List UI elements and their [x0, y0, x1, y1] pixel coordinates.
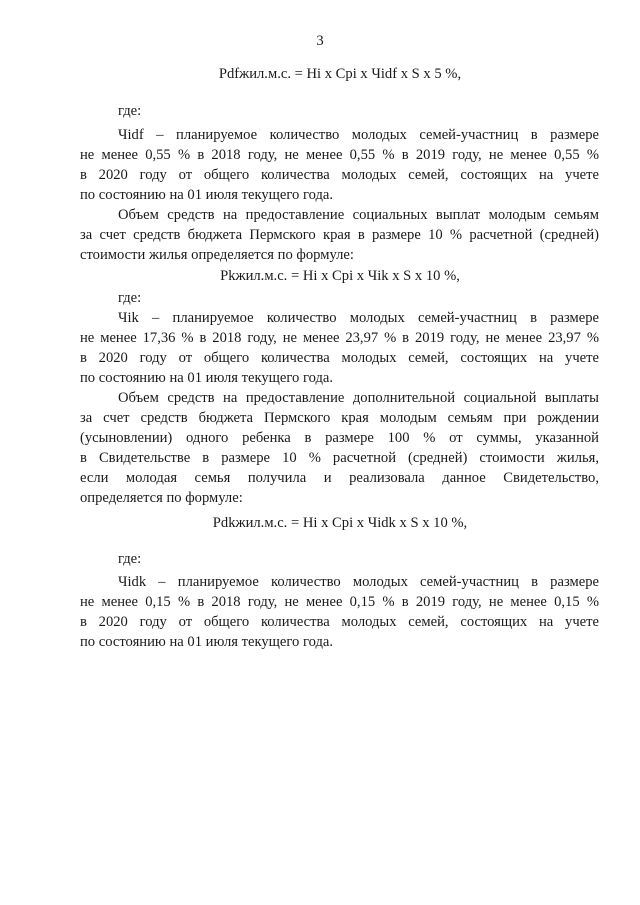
paragraph-line: Чidk – планируемое количество молодых семей-участниц в размере [118, 574, 599, 590]
paragraph-line: определяется по формуле: [80, 490, 243, 506]
paragraph-line: если молодая семья получила и реализовала данное Свидетельство, [80, 470, 599, 486]
page-number: 3 [316, 33, 324, 49]
paragraph-line: за счет средств бюджета Пермского края в размере 10 % расчетной (средней) [80, 227, 599, 243]
paragraph-line: (усыновлении) одного ребенка в размере 100 % от суммы, указанной [80, 430, 599, 446]
where-label: где: [118, 103, 142, 119]
formula-pk: Pkжил.м.с. = Hi x Cpi x Чik x S x 10 %, [220, 268, 460, 284]
paragraph-line: не менее 0,55 % в 2018 году, не менее 0,55 % в 2019 году, не менее 0,55 % [80, 147, 599, 163]
paragraph-line: Чik – планируемое количество молодых семей-участниц в размере [118, 310, 599, 326]
paragraph-line: за счет средств бюджета Пермского края молодым семьям при рождении [80, 410, 599, 426]
formula-pdk: Pdkжил.м.с. = Hi x Cpi x Чidk x S x 10 %, [212, 515, 468, 531]
paragraph-line: Чidf – планируемое количество молодых семей-участниц в размере [118, 127, 599, 143]
formula-pdf: Pdfжил.м.с. = Hi x Cpi x Чidf x S x 5 %, [218, 66, 462, 82]
where-label: где: [118, 551, 142, 567]
paragraph-line: не менее 0,15 % в 2018 году, не менее 0,15 % в 2019 году, не менее 0,15 % [80, 594, 599, 610]
paragraph-line: в 2020 году от общего количества молодых семей, состоящих на учете [80, 350, 599, 366]
paragraph-line: Объем средств на предоставление социальных выплат молодым семьям [118, 207, 599, 223]
paragraph-line: по состоянию на 01 июля текущего года. [80, 187, 333, 203]
paragraph-line: не менее 17,36 % в 2018 году, не менее 23,97 % в 2019 году, не менее 23,97 % [80, 330, 599, 346]
paragraph-line: в 2020 году от общего количества молодых семей, состоящих на учете [80, 614, 599, 630]
paragraph-line: в 2020 году от общего количества молодых семей, состоящих на учете [80, 167, 599, 183]
paragraph-line: по состоянию на 01 июля текущего года. [80, 634, 333, 650]
paragraph-line: Объем средств на предоставление дополнительной социальной выплаты [118, 390, 599, 406]
paragraph-line: по состоянию на 01 июля текущего года. [80, 370, 333, 386]
paragraph-line: стоимости жилья определяется по формуле: [80, 247, 354, 263]
where-label: где: [118, 290, 142, 306]
paragraph-line: в Свидетельстве в размере 10 % расчетной (средней) стоимости жилья, [80, 450, 599, 466]
